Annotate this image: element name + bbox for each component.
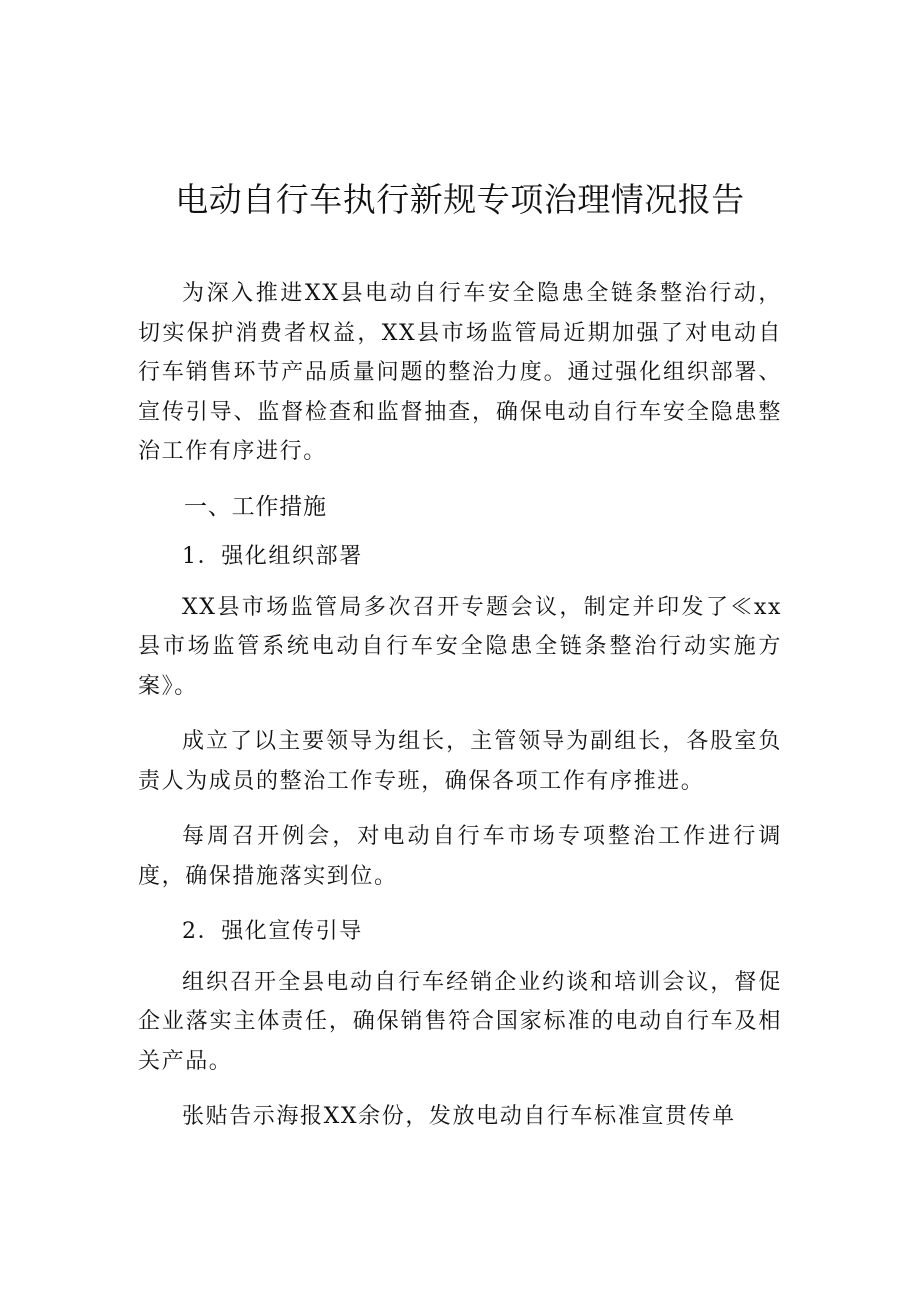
- subsection-heading-publicity: 2．强化宣传引导: [182, 919, 363, 944]
- paragraph-weekly-meetings: 每周召开例会，对电动自行车市场专项整治工作进行调度，确保措施落实到位。: [138, 824, 782, 889]
- subsection-heading-organization: 1．强化组织部署: [182, 544, 363, 569]
- paragraph-task-force: 成立了以主要领导为组长，主管领导为副组长，各股室负责人为成员的整治工作专班，确保各项工作有序推进。: [138, 729, 782, 794]
- paragraph-posters-flyers: 张贴告示海报XX余份，发放电动自行车标准宣贯传单: [182, 1104, 736, 1129]
- document-body: [138, 274, 782, 1137]
- section-heading-work-measures: 一、工作措施: [184, 493, 327, 520]
- paragraph-meetings-plan: XX县市场监管局多次召开专题会议，制定并印发了≪xx县市场监管系统电动自行车安全隐患全链条整治行动实施方案》。: [138, 594, 782, 699]
- intro-paragraph: 为深入推进XX县电动自行车安全隐患全链条整治行动，切实保护消费者权益，XX县市场监管局近期加强了对电动自行车销售环节产品质量问题的整治力度。通过强化组织部署、宣传引导、监督检查和监督抽查，确保电动自行车安全隐患整治工作有序进行。: [138, 281, 782, 464]
- document-title: 电动自行车执行新规专项治理情况报告: [175, 180, 745, 219]
- paragraph-dealer-training: 组织召开全县电动自行车经销企业约谈和培训会议，督促企业落实主体责任，确保销售符合国家标准的电动自行车及相关产品。: [138, 969, 782, 1074]
